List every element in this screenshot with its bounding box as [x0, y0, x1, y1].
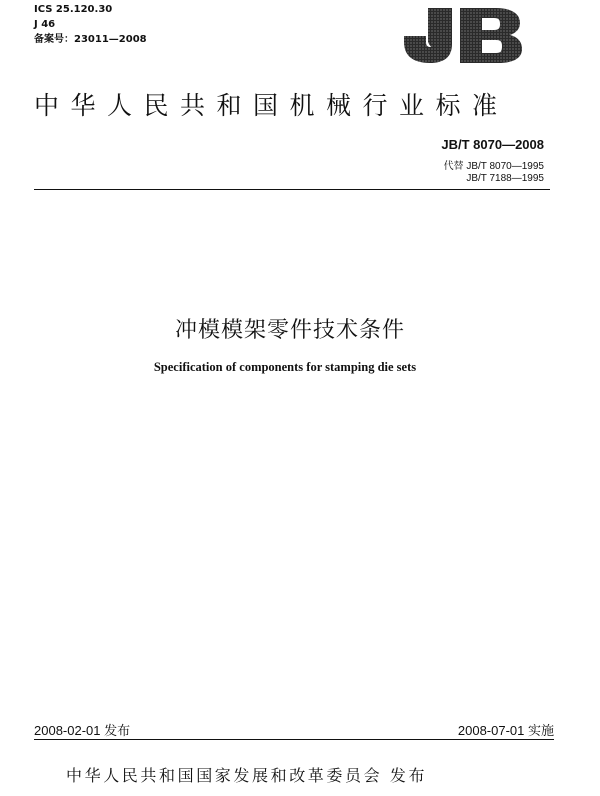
document-title-english: Specification of components for stamping die sets [153, 360, 417, 374]
issue-date: 2008-02-01 发布 [34, 723, 131, 738]
document-title-chinese: 冲模模架零件技术条件 [174, 318, 405, 343]
classification-code: J 46 [34, 19, 56, 30]
publisher: 中华人民共和国国家发展和改革委员会 发布 [66, 766, 428, 785]
record-number: 备案号：23011—2008 [34, 34, 147, 45]
logo-b-shape [460, 8, 522, 63]
replaces-line-1: 代替 JB/T 8070—1995 [443, 161, 544, 172]
replaces-line-2: JB/T 7188—1995 [466, 173, 544, 184]
standard-type-heading: 中华人民共和国机械行业标准 [34, 91, 509, 120]
jb-logo [398, 6, 524, 64]
logo-j-shape [404, 8, 452, 63]
standard-number: JB/T 8070—2008 [441, 137, 544, 152]
header-divider [34, 189, 550, 190]
ics-code: ICS 25.120.30 [34, 4, 113, 15]
implementation-date: 2008-07-01 实施 [457, 723, 554, 738]
footer-divider [34, 739, 554, 740]
